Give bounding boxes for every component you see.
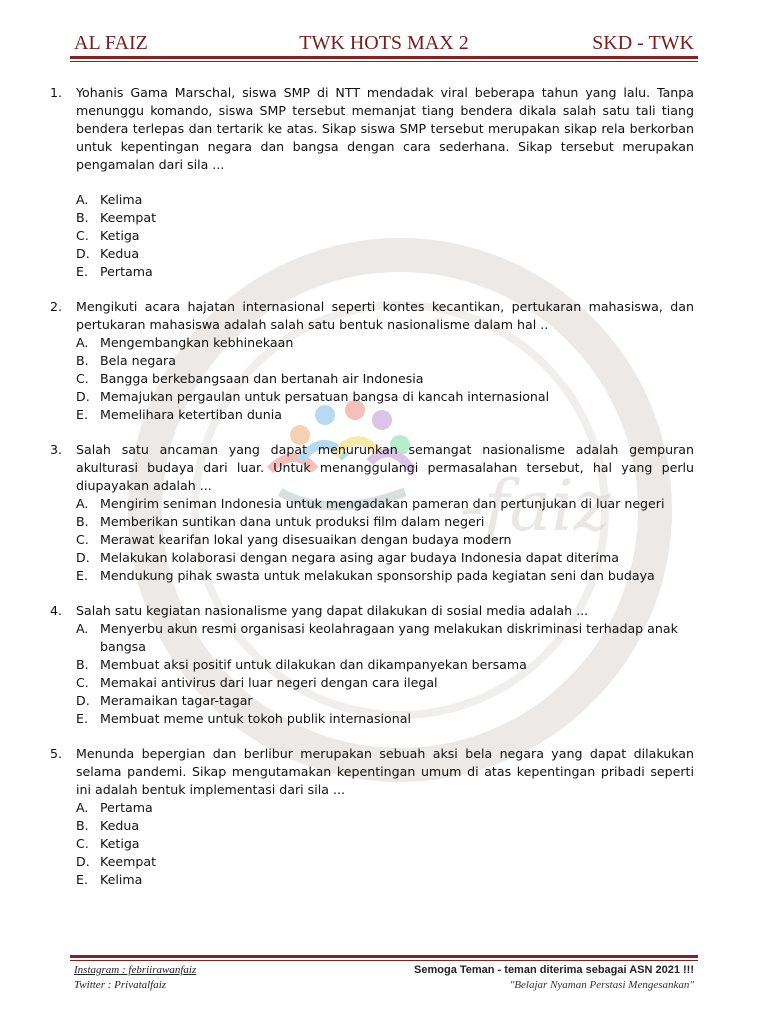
question-number: 3. <box>50 442 63 457</box>
question-4 <box>50 602 694 728</box>
option-d: D. Memajukan pergaulan untuk persatuan bangsa di kancah internasional <box>76 389 550 404</box>
footer-social <box>74 963 196 993</box>
question-3 <box>50 441 694 585</box>
footer-rule-thick <box>70 955 698 958</box>
header-brand: AL FAIZ <box>74 32 148 54</box>
question-list <box>50 84 694 889</box>
option-d: D. Kedua <box>76 246 140 261</box>
question-text: Menunda bepergian dan berlibur merupakan sebuah aksi bela negara yang dapat dilakukan selama pandemi. Sikap mengutamakan kepentingan umum di atas kepentingan pribadi seperti ini adalah bentuk implementasi dari sila ... <box>76 746 694 797</box>
option-b: B. Keempat <box>76 210 157 225</box>
page-header <box>74 28 694 58</box>
option-e: E. Kelima <box>76 872 143 887</box>
option-a: A. Menyerbu akun resmi organisasi keolahragaan yang melakukan diskriminasi terhadap anak bangsa <box>76 621 678 654</box>
option-c: C. Ketiga <box>76 836 140 851</box>
option-b: B. Kedua <box>76 818 140 833</box>
option-d: D. Meramaikan tagar-tagar <box>76 693 253 708</box>
header-rule-thin <box>70 61 698 62</box>
question-2 <box>50 298 694 424</box>
footer-motto <box>414 963 694 993</box>
question-number: 5. <box>50 746 63 761</box>
option-a: A. Pertama <box>76 800 153 815</box>
option-e: E. Memelihara ketertiban dunia <box>76 407 282 422</box>
options-list <box>76 334 694 424</box>
option-c: C. Merawat kearifan lokal yang disesuaikan dengan budaya modern <box>76 532 512 547</box>
option-a: A. Mengirim seniman Indonesia untuk mengadakan pameran dan pertunjukan di luar negeri <box>76 496 665 511</box>
instagram-handle: Instagram : febriirawanfaiz <box>74 964 197 976</box>
options-list <box>76 799 694 889</box>
option-b: B. Bela negara <box>76 353 176 368</box>
question-text: Salah satu ancaman yang dapat menurunkan semangat nasionalisme adalah gempuran akulturasi budaya dari luar. Untuk menanggulangi permasalahan tersebut, hal yang perlu diupayakan adalah ... <box>76 442 694 493</box>
question-number: 1. <box>50 85 63 100</box>
header-title: TWK HOTS MAX 2 <box>299 32 469 54</box>
option-b: B. Membuat aksi positif untuk dilakukan dan dikampanyekan bersama <box>76 657 527 672</box>
option-c: C. Bangga berkebangsaan dan bertanah air Indonesia <box>76 371 424 386</box>
twitter-handle: Twitter : Privatalfaiz <box>74 979 167 991</box>
option-e: E. Mendukung pihak swasta untuk melakukan sponsorship pada kegiatan seni dan budaya <box>76 568 655 583</box>
footer-motto-line2: "Belajar Nyaman Perstasi Mengesankan" <box>509 979 694 991</box>
question-number: 2. <box>50 299 63 314</box>
question-number: 4. <box>50 603 63 618</box>
footer-rule-thin <box>70 960 698 961</box>
option-e: E. Membuat meme untuk tokoh publik internasional <box>76 711 411 726</box>
options-list <box>76 620 694 728</box>
option-c: C. Memakai antivirus dari luar negeri dengan cara ilegal <box>76 675 438 690</box>
options-list <box>76 495 694 585</box>
option-d: D. Keempat <box>76 854 157 869</box>
option-a: A. Kelima <box>76 192 143 207</box>
option-c: C. Ketiga <box>76 228 140 243</box>
question-1 <box>50 84 694 281</box>
question-text: Yohanis Gama Marschal, siswa SMP di NTT mendadak viral beberapa tahun yang lalu. Tanpa menunggu komando, siswa SMP tersebut memanjat tiang bendera dikala salah satu tali tiang bendera terlepas dan tertarik ke atas. Sikap siswa SMP tersebut merupakan sikap rela berkorban untuk kepentingan negara dan bangsa dengan cara sederhana. Sikap tersebut merupakan pengamalan dari sila ... <box>76 85 694 172</box>
options-list <box>76 191 694 281</box>
footer-motto-line1: Semoga Teman - teman diterima sebagai ASN 2021 !!! <box>414 964 694 976</box>
question-5 <box>50 745 694 889</box>
header-rule-thick <box>70 56 698 59</box>
question-text: Mengikuti acara hajatan internasional seperti kontes kecantikan, pertukaran mahasiswa, dan pertukaran mahasiswa adalah salah satu bentuk nasionalisme dalam hal .. <box>76 299 694 332</box>
question-text: Salah satu kegiatan nasionalisme yang dapat dilakukan di sosial media adalah ... <box>76 603 589 618</box>
option-b: B. Memberikan suntikan dana untuk produksi film dalam negeri <box>76 514 485 529</box>
option-e: E. Pertama <box>76 264 153 279</box>
option-d: D. Melakukan kolaborasi dengan negara asing agar budaya Indonesia dapat diterima <box>76 550 620 565</box>
header-subject: SKD - TWK <box>592 32 694 54</box>
option-a: A. Mengembangkan kebhinekaan <box>76 335 294 350</box>
watermark-text: -faiz <box>460 465 611 547</box>
